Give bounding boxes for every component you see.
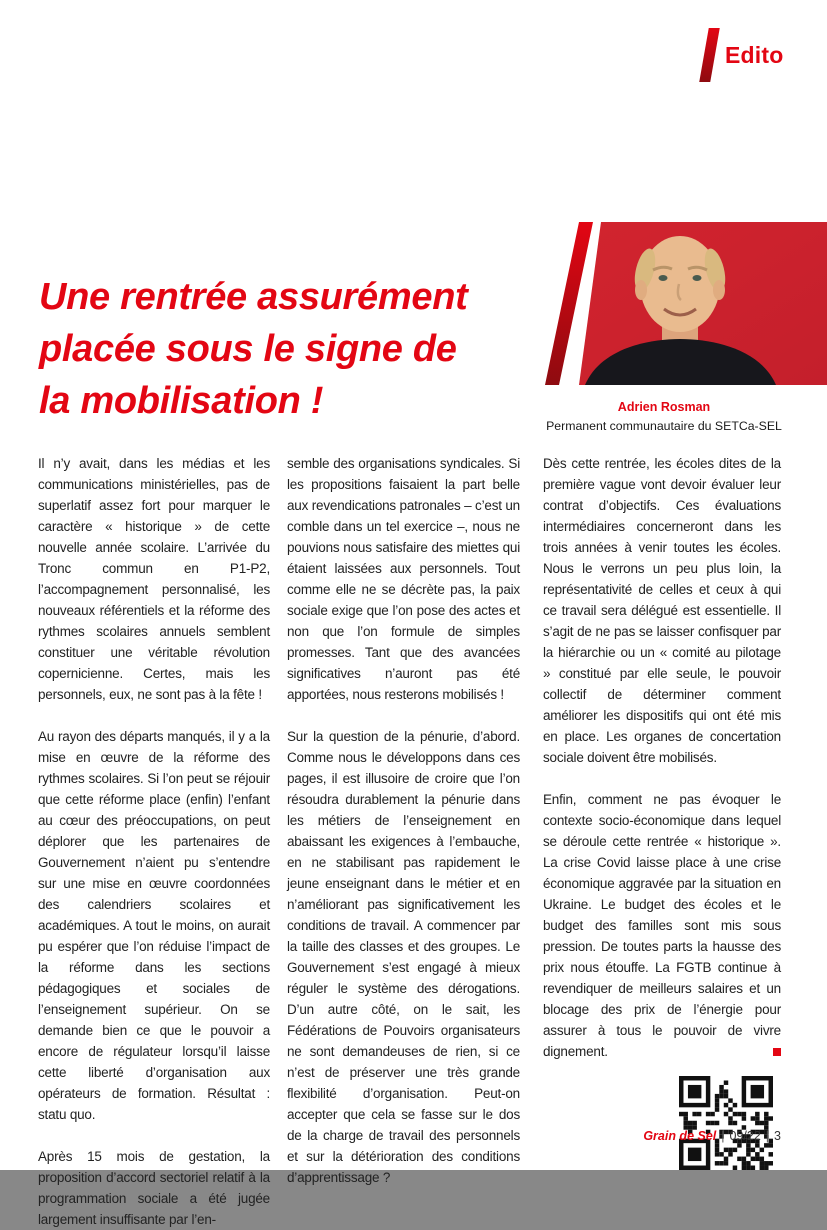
body-paragraph	[543, 789, 781, 1062]
article-title-line: la mobilisation !	[39, 380, 324, 423]
article-title	[39, 271, 559, 427]
article-title-line: placée sous le signe de	[39, 328, 457, 371]
body-column-1	[38, 453, 270, 1230]
qr-code-container	[543, 1076, 781, 1170]
magazine-title: Grain de Sel	[643, 1129, 717, 1143]
qr-code	[679, 1076, 773, 1170]
body-paragraph: semble des organisations syndicales. Si les propositions faisaient la part belle aux revendications patronales – c’est un comble dans un tel exercice –, nous ne pouvions nous satisfaire des miettes qui étaient laissées aux personnels. Tout comme elle ne se décrète pas, la paix sociale exige que l’on pose des actes et non que l’on formule de simples promesses. Tant que des avancées significatives n’auront pas été apportées, nous resterons mobilisés !	[287, 456, 520, 702]
page-footer	[643, 1129, 781, 1143]
author-photo	[545, 212, 827, 385]
body-paragraph: Au rayon des départs manqués, il y a la mise en œuvre de la réforme des rythmes scolaires. Si l’on peut se réjouir que cette réforme place (enfin) l’enfant au cœur des préoccupations, on peut déplorer que les partenaires de Gouvernement n’aient pu s’entendre sur une mise en œuvre coordonnées des calendriers scolaires et académiques. A tout le moins, on aurait pu espérer que l’on réduise l’impact de la réforme dans les sections pédagogiques et sociales de l’enseignement supérieur. On se demande bien ce que le pouvoir a encore de régulateur lorsqu’il laisse cette liberté d’organisation aux opérateurs de formation. Résultat : statu quo.	[38, 729, 270, 1122]
photo-caption	[545, 400, 783, 433]
footer-separator: |	[765, 1129, 770, 1143]
page-number: 3	[774, 1129, 781, 1143]
article-end-marker-icon	[773, 1048, 781, 1056]
section-header	[704, 28, 784, 82]
body-paragraph: Après 15 mois de gestation, la proposition d’accord sectoriel relatif à la programmation sociale a été jugée largement insuffisante par l’en-	[38, 1149, 270, 1227]
body-paragraph: Dès cette rentrée, les écoles dites de la première vague vont devoir évaluer leur contrat d’objectifs. Ces évaluations intermédiaires concerneront dans les trois années à venir toutes les écoles. Nous le verrons un peu plus loin, la représentativité de celles et ceux à qui ce travail sera délégué est essentielle. Il s’agit de ne pas se laisser confisquer par la hiérarchie ou un « comité au pilotage » constitué par elle seule, le pouvoir collectif de déterminer comment améliorer les dispositifs qui ont été mis en place. Les organes de concertation sociale doivent être mobilisés.	[543, 456, 781, 765]
paragraph-text: Enfin, comment ne pas évoquer le contexte socio-économique dans lequel se déroule cette rentrée « historique ». La crise Covid laisse place à une crise économique aggravée par la situation en Ukraine. Le budget des écoles et le budget des familles sont mis sous pression. De toutes parts la hausse des prix nous étouffe. La FGTB continue à revendiquer de meilleurs salaires et un blocage des prix de l’énergie pour assurer à tous le pouvoir de vivre dignement.	[543, 792, 781, 1059]
footer-separator: |	[721, 1129, 725, 1143]
body-paragraph: Il n’y avait, dans les médias et les communications ministérielles, pas de superlatif assez fort pour marquer le caractère « historique » de cette nouvelle année scolaire. L’arrivée du Tronc commun en P1-P2, l’accompagnement personnalisé, les nouveaux référentiels et la réforme des rythmes scolaires annuels semblent constituer une véritable révolution copernicienne. Certes, mais les personnels, eux, ne sont pas à la fête !	[38, 456, 270, 702]
body-column-2	[287, 453, 520, 1188]
author-portrait-illustration	[545, 212, 827, 385]
article-title-line: Une rentrée assurément	[39, 276, 468, 319]
body-paragraph: Sur la question de la pénurie, d’abord. Comme nous le développons dans ces pages, il est illusoire de croire que l’on résoudra durablement la pénurie dans les métiers de l’enseignement en abaissant les exigences à l’embauche, en ne stabilisant pas rapidement le jeune enseignant dans le métier et en n’améliorant pas significativement les conditions de travail. A commencer par la taille des classes et des groupes. Le Gouvernement s’est engagé à mieux réguler le système des dérogations. D’un autre côté, on le sait, les Fédérations de Pouvoirs organisateurs ne sont demandeuses de rien, si ce n’est de préserver une très grande flexibilité d’organisation. Peut-on accepter que cela se fasse sur le dos de la charge de travail des personnels et sur la détérioration des conditions d’apprentissage ?	[287, 729, 520, 1185]
body-column-3	[543, 453, 781, 1170]
issue-number: 09/22	[729, 1129, 761, 1143]
author-role: Permanent communautaire du SETCa-SEL	[546, 419, 782, 433]
slash-accent-icon	[699, 28, 720, 82]
author-name: Adrien Rosman	[617, 400, 711, 414]
section-label: Edito	[725, 41, 784, 68]
